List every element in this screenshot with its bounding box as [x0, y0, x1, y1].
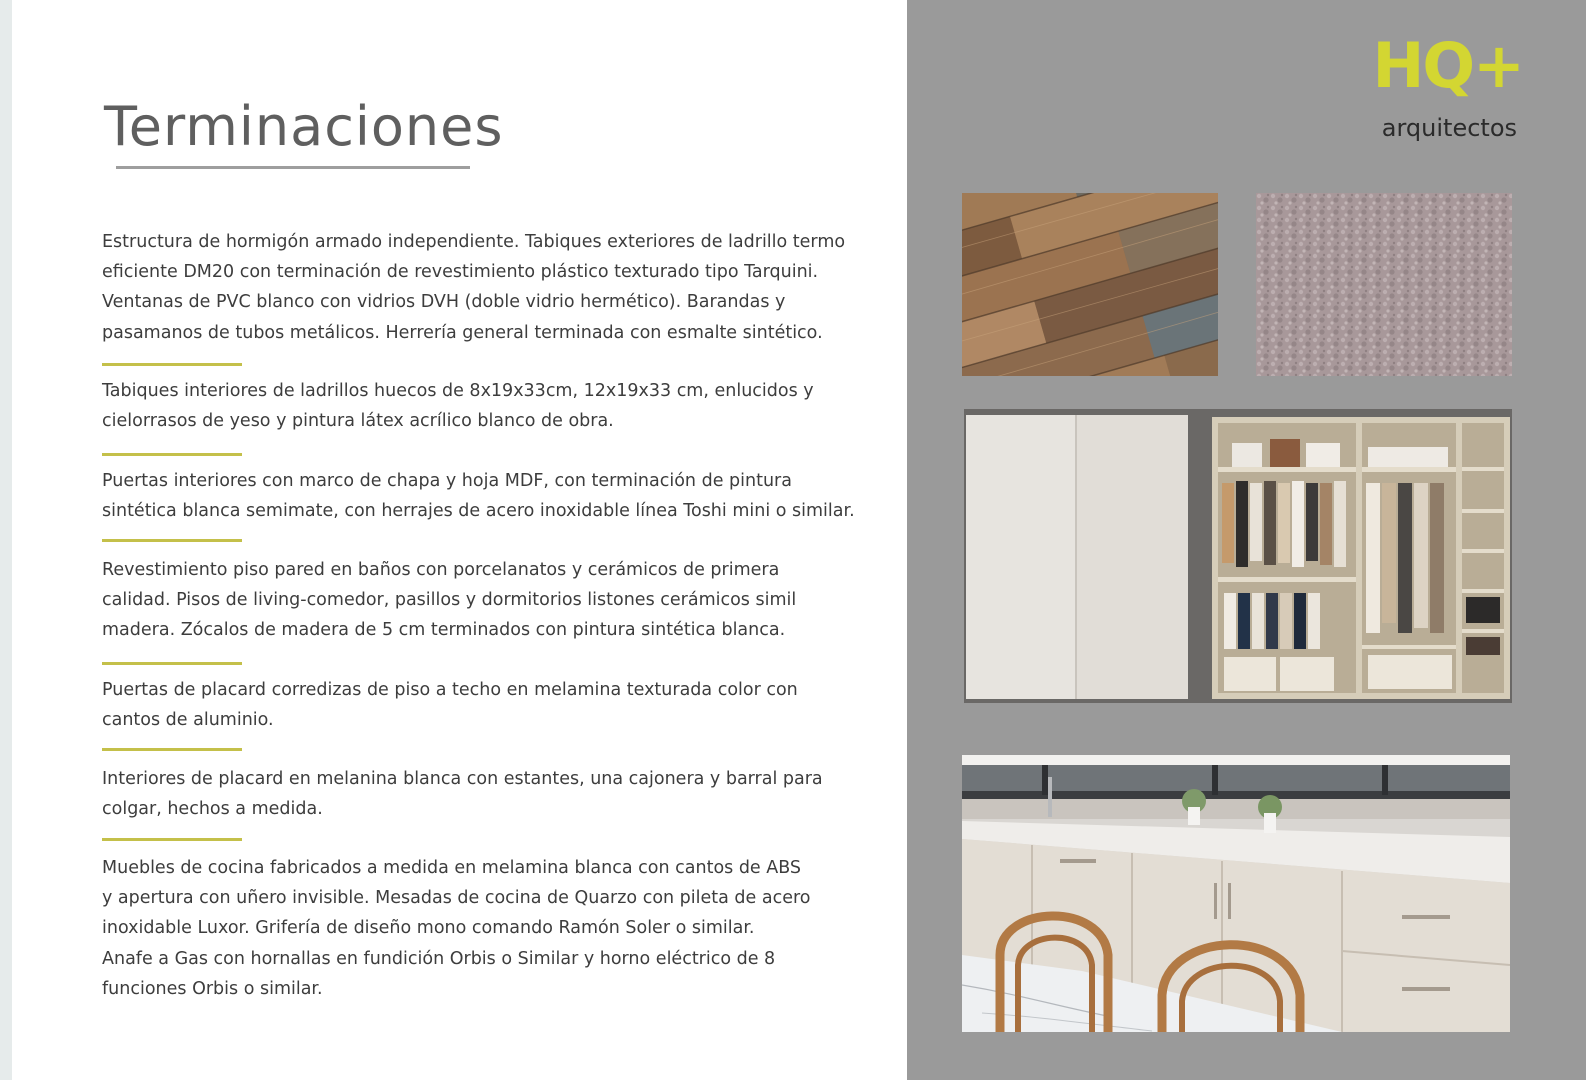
- section-separator: [102, 838, 242, 841]
- paragraph-line: Revestimiento piso pared en baños con porcelanatos y cerámicos de primera: [102, 560, 780, 580]
- finish-paragraph-partitions: [102, 376, 862, 436]
- paragraph-line: Interiores de placard en melanina blanca con estantes, una cajonera y barral para: [102, 769, 823, 789]
- section-separator: [102, 453, 242, 456]
- paragraph-line: Anafe a Gas con hornallas en fundición Orbis o Similar y horno eléctrico de 8: [102, 948, 776, 969]
- paragraph-line: Puertas interiores con marco de chapa y hoja MDF, con terminación de pintura: [102, 471, 792, 491]
- paragraph-line: Estructura de hormigón armado independiente. Tabiques exteriores de ladrillo termo: [102, 232, 846, 252]
- logo-mark: HQ+: [1372, 29, 1523, 102]
- paragraph-line: Muebles de cocina fabricados a medida en melamina blanca con cantos de ABS: [102, 858, 802, 878]
- textured-wall-image: [1256, 193, 1512, 376]
- paragraph-line: y apertura con uñero invisible. Mesadas de cocina de Quarzo con pileta de acero: [102, 888, 811, 909]
- section-separator: [102, 662, 242, 665]
- paragraph-line: funciones Orbis o similar.: [102, 978, 323, 999]
- section-separator: [102, 748, 242, 751]
- page-title: Terminaciones: [104, 95, 504, 158]
- finish-paragraph-closet-interiors: [102, 764, 862, 824]
- wood-floor-image: [962, 193, 1218, 376]
- paragraph-line: Tabiques interiores de ladrillos huecos de 8x19x33cm, 12x19x33 cm, enlucidos y: [102, 381, 814, 401]
- paragraph-line: eficiente DM20 con terminación de revestimiento plástico texturado tipo Tarquini.: [102, 262, 819, 283]
- finish-paragraph-structure: [102, 227, 862, 348]
- paragraph-line: colgar, hechos a medida.: [102, 799, 323, 820]
- section-separator: [102, 363, 242, 366]
- section-separator: [102, 539, 242, 542]
- wardrobe-image: [964, 409, 1512, 703]
- paragraph-line: cielorrasos de yeso y pintura látex acrílico blanco de obra.: [102, 411, 614, 432]
- paragraph-line: calidad. Pisos de living-comedor, pasillos y dormitorios listones cerámicos simil: [102, 590, 797, 611]
- paragraph-line: inoxidable Luxor. Grifería de diseño mono comando Ramón Soler o similar.: [102, 918, 755, 939]
- paragraph-line: pasamanos de tubos metálicos. Herrería general terminada con esmalte sintético.: [102, 322, 823, 343]
- kitchen-image: [962, 755, 1510, 1032]
- paragraph-line: madera. Zócalos de madera de 5 cm terminados con pintura sintética blanca.: [102, 620, 786, 641]
- brand-logo: [1353, 30, 1523, 150]
- logo-subtitle: arquitectos: [1381, 114, 1517, 142]
- finish-paragraph-doors: [102, 466, 862, 526]
- finish-paragraph-kitchen: [102, 853, 862, 1004]
- paragraph-line: Ventanas de PVC blanco con vidrios DVH (doble vidrio hermético). Barandas y: [102, 292, 786, 313]
- left-edge-strip: [0, 0, 12, 1080]
- paragraph-line: sintética blanca semimate, con herrajes de acero inoxidable línea Toshi mini o similar.: [102, 501, 855, 522]
- paragraph-line: Puertas de placard corredizas de piso a techo en melamina texturada color con: [102, 680, 798, 700]
- title-underline: [116, 166, 470, 169]
- paragraph-line: cantos de aluminio.: [102, 710, 274, 731]
- finish-paragraph-closet-doors: [102, 675, 862, 735]
- finish-paragraph-floors: [102, 555, 862, 646]
